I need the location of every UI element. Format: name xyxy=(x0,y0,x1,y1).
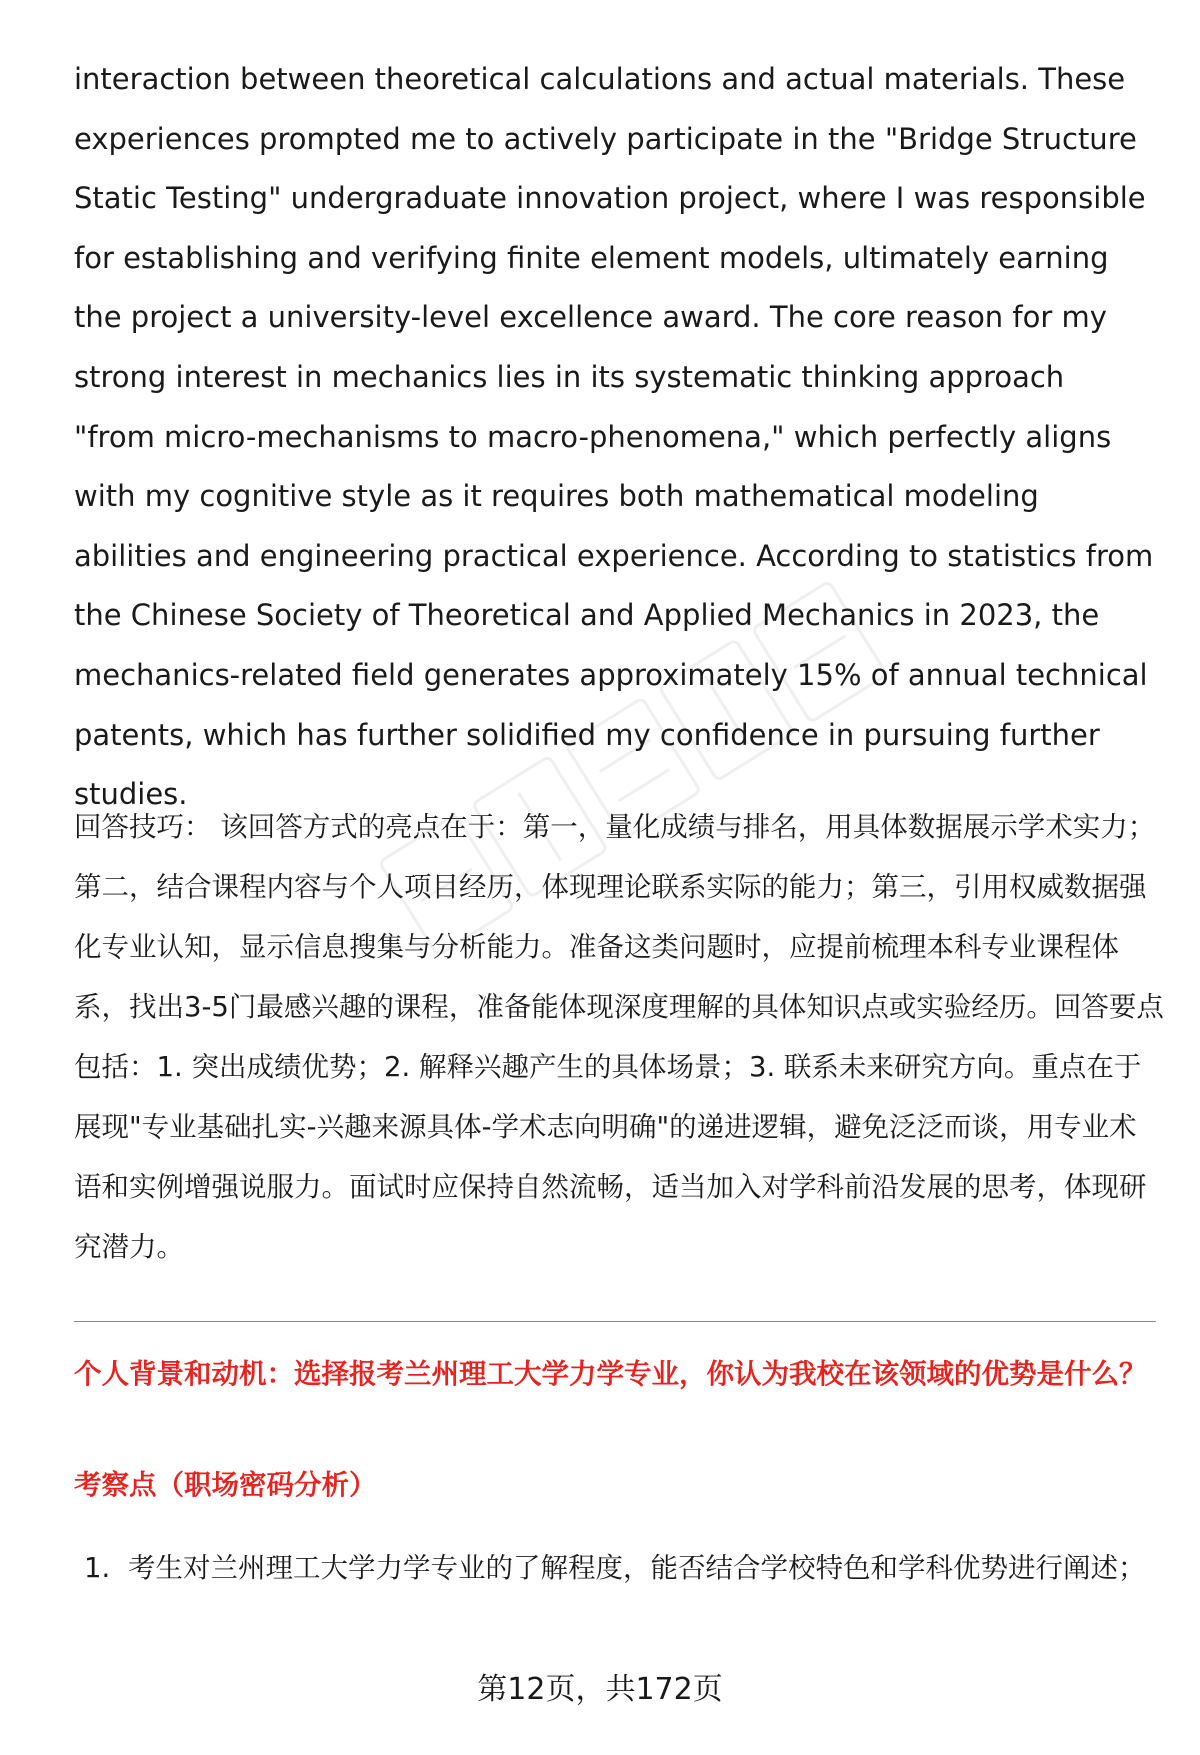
question-title: 个人背景和动机：选择报考兰州理工大学力学专业，你认为我校在该领域的优势是什么？ xyxy=(74,1358,1147,1390)
answer-paragraph-english: interaction between theoretical calculations and actual materials. These experiences prompted me to actively participate in the "Bridge Structure Static Testing" undergraduate innovation project, where I was responsible for establishing and verifying finite element models, ultimately earning the project a university-level excellence award. The core reason for my strong interest in mechanics lies in its systematic thinking approach "from micro-mechanisms to macro-phenomena," which perfectly aligns with my cognitive style as it requires both mathematical modeling abilities and engineering practical experience. According to statistics from the Chinese Society of Theoretical and Applied Mechanics in 2023, the mechanics-related field generates approximately 15% of annual technical patents, which has further solidified my confidence in pursuing further studies. xyxy=(74,62,1154,812)
answer-tips-paragraph xyxy=(74,797,1164,1277)
list-item-text: 考生对兰州理工大学力学专业的了解程度，能否结合学校特色和学科优势进行阐述； xyxy=(128,1552,1146,1584)
section-divider xyxy=(74,1321,1156,1322)
section-heading: 考察点（职场密码分析） xyxy=(74,1469,377,1501)
list-item-number: 1. xyxy=(84,1552,111,1584)
page-number: 第12页，共172页 xyxy=(477,1672,723,1707)
list-item xyxy=(74,1538,1164,1598)
assessment-points-list xyxy=(74,1538,1164,1598)
tips-label: 回答技巧： xyxy=(74,811,212,843)
tips-text: 该回答方式的亮点在于：第一，量化成绩与排名，用具体数据展示学术实力；第二，结合课程内容与个人项目经历，体现理论联系实际的能力；第三，引用权威数据强化专业认知，显示信息搜集与分析能力。准备这类问题时，应提前梳理本科专业课程体系，找出3-5门最感兴趣的课程，准备能体现深度理解的具体知识点或实验经历。回答要点包括：1. 突出成绩优势；2. 解释兴趣产生的具体场景；3. 联系未来研究方向。重点在于展现"专业基础扎实-兴趣来源具体-学术志向明确"的递进逻辑，避免泛泛而谈，用专业术语和实例增强说服力。面试时应保持自然流畅，适当加入对学科前沿发展的思考，体现研究潜力。 xyxy=(74,811,1164,1263)
